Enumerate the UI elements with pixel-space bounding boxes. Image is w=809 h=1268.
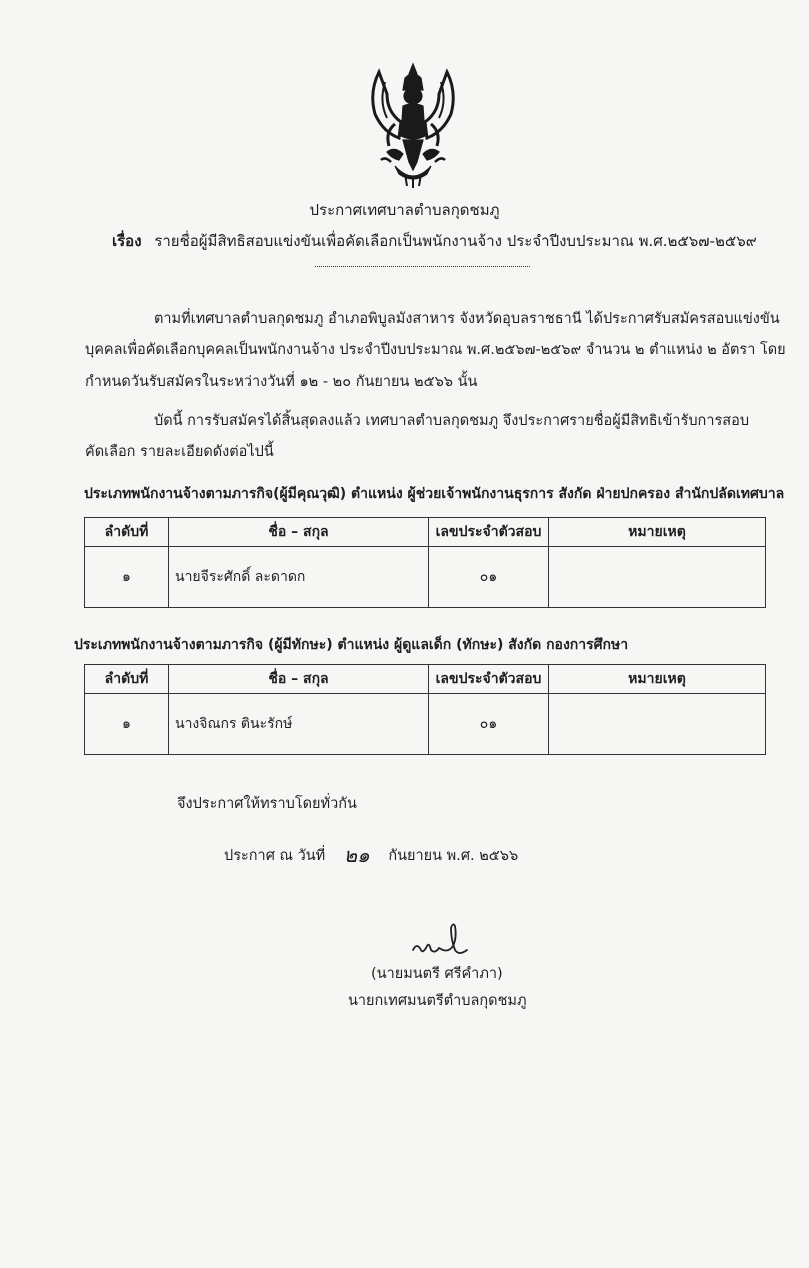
section-2-heading: ประเภทพนักงานจ้างตามภารกิจ (ผู้มีทักษะ) ตำแหน่ง ผู้ดูแลเด็ก (ทักษะ) สังกัด กองการศึกษา [74, 637, 629, 653]
cell-name: นายจีระศักดิ์ ละดาดก [169, 547, 429, 608]
candidate-table-1 [84, 517, 766, 608]
dotted-divider [315, 258, 530, 267]
col-header-no: ลำดับที่ [85, 518, 169, 547]
col-header-no: ลำดับที่ [85, 665, 169, 694]
date-suffix: กันยายน พ.ศ. ๒๕๖๖ [388, 848, 519, 864]
cell-remark [549, 694, 766, 755]
signer-position: นายกเทศมนตรีตำบลกุดชมภู [348, 993, 527, 1009]
candidate-table-2 [84, 664, 766, 755]
cell-no: ๑ [85, 547, 169, 608]
section-1-heading: ประเภทพนักงานจ้างตามภารกิจ(ผู้มีคุณวุฒิ) ตำแหน่ง ผู้ช่วยเจ้าพนักงานธุรการ สังกัด ฝ่ายปกครอง สำนักปลัดเทศบาล [84, 486, 785, 502]
col-header-remark: หมายเหตุ [549, 518, 766, 547]
handwritten-signature [409, 920, 471, 960]
paragraph-2-line-2: คัดเลือก รายละเอียดดังต่อไปนี้ [85, 444, 274, 460]
col-header-exam-id: เลขประจำตัวสอบ [429, 665, 549, 694]
table-header-row [85, 518, 766, 547]
col-header-exam-id: เลขประจำตัวสอบ [429, 518, 549, 547]
col-header-remark: หมายเหตุ [549, 665, 766, 694]
date-day-handwritten: ๒๑ [343, 843, 370, 867]
subject-label: เรื่อง [112, 232, 142, 250]
cell-remark [549, 547, 766, 608]
signer-name: (นายมนตรี ศรีคำภา) [371, 966, 503, 982]
paragraph-1-line-1: ตามที่เทศบาลตำบลกุดชมภู อำเภอพิบูลมังสาหาร จังหวัดอุบลราชธานี ได้ประกาศรับสมัครสอบแข่งขัน [154, 311, 780, 327]
closing-statement: จึงประกาศให้ทราบโดยทั่วกัน [177, 796, 357, 812]
paragraph-2-line-1: บัดนี้ การรับสมัครได้สิ้นสุดลงแล้ว เทศบาลตำบลกุดชมภู จึงประกาศรายชื่อผู้มีสิทธิเข้ารับการสอบ [154, 413, 750, 429]
col-header-name: ชื่อ – สกุล [169, 665, 429, 694]
table-header-row [85, 665, 766, 694]
garuda-emblem-icon [365, 62, 461, 188]
paragraph-1-line-3: กำหนดวันรับสมัครในระหว่างวันที่ ๑๒ - ๒๐ กันยายน ๒๕๖๖ นั้น [85, 374, 478, 390]
cell-no: ๑ [85, 694, 169, 755]
date-prefix: ประกาศ ณ วันที่ [224, 848, 326, 864]
col-header-name: ชื่อ – สกุล [169, 518, 429, 547]
cell-exam-id: ๐๑ [429, 547, 549, 608]
cell-name: นางจิณกร ตินะรักษ์ [169, 694, 429, 755]
subject-line [112, 229, 757, 253]
paragraph-1-line-2: บุคคลเพื่อคัดเลือกบุคคลเป็นพนักงานจ้าง ประจำปีงบประมาณ พ.ศ.๒๕๖๗-๒๕๖๙ จำนวน ๒ ตำแหน่ง ๒ อัตรา โดย [85, 342, 786, 358]
table-row [85, 694, 766, 755]
issuer-title: ประกาศเทศบาลตำบลกุดชมภู [309, 201, 500, 219]
announcement-date [224, 837, 518, 869]
cell-exam-id: ๐๑ [429, 694, 549, 755]
table-row [85, 547, 766, 608]
subject-text: รายชื่อผู้มีสิทธิสอบแข่งขันเพื่อคัดเลือกเป็นพนักงานจ้าง ประจำปีงบประมาณ พ.ศ.๒๕๖๗-๒๕๖๙ [154, 232, 757, 250]
